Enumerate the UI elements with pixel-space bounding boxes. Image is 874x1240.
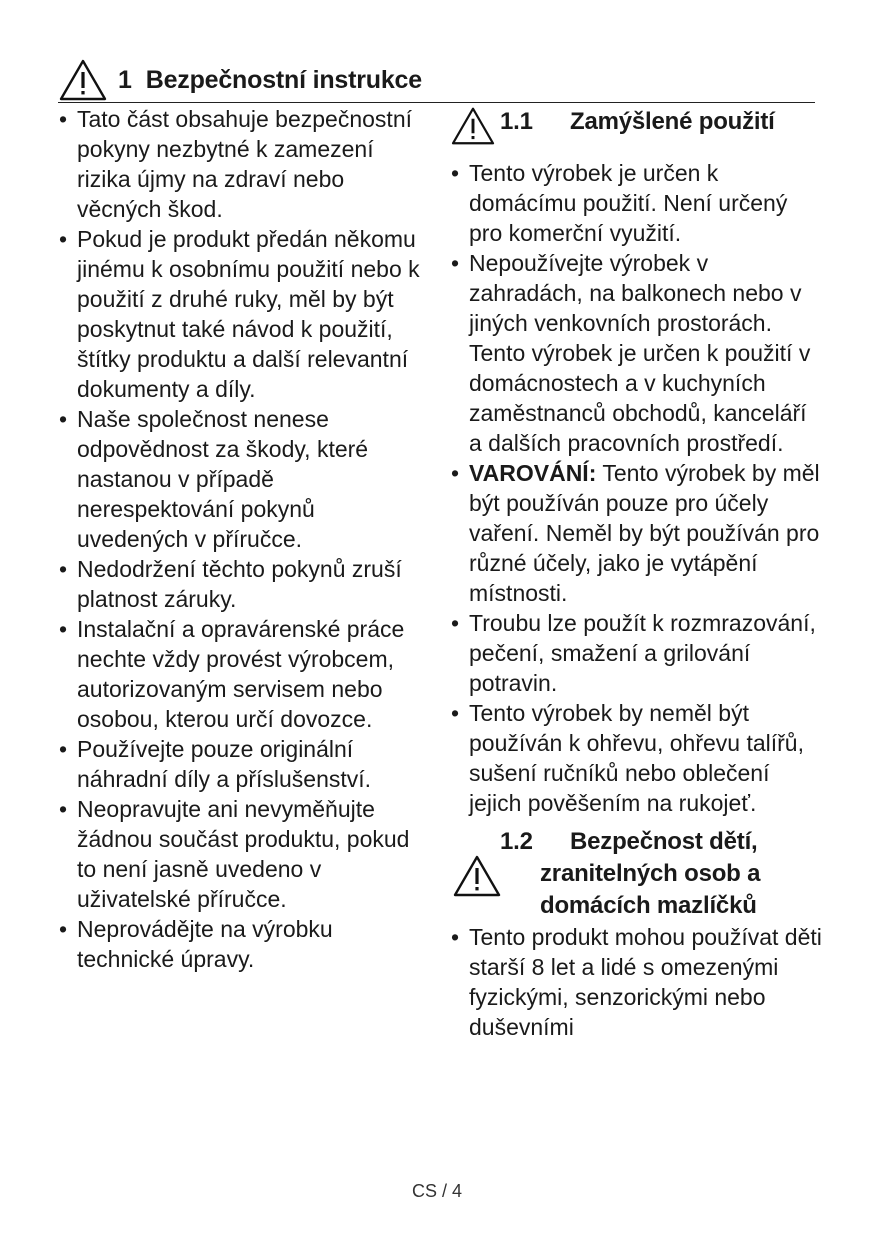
list-item: • Nedodržení těchto pokynů zruší platnost záruky. — [58, 554, 428, 614]
list-item — [450, 248, 824, 458]
list-item: • Tato část obsahuje bezpečnostní pokyny nezbytné k zamezení rizika újmy na zdraví nebo věcných škod. — [58, 104, 428, 224]
right-column — [450, 106, 824, 1042]
section-title-line2: zranitelných osob a — [540, 860, 761, 887]
intended-use-list — [450, 158, 824, 818]
list-item: • Používejte pouze originální náhradní díly a příslušenství. — [58, 734, 428, 794]
section-1-1-header — [450, 106, 824, 158]
section-number: 1.2 — [500, 828, 533, 855]
warning-triangle-icon — [58, 58, 108, 102]
left-column — [58, 104, 428, 974]
section-title — [500, 826, 824, 922]
list-item — [450, 458, 824, 608]
item-text: Tento výrobek by neměl být používán k ohřevu, ohřevu talířů, sušení ručníků nebo oblečení jejich pověšením na rukojeť. — [469, 700, 804, 816]
chapter-header — [58, 58, 422, 102]
section-number: 1.1 — [500, 108, 533, 135]
item-text: Tento výrobek je určen k domácímu použití. Není určený pro komerční využití. — [469, 160, 788, 246]
list-item — [450, 608, 824, 698]
warning-label: VAROVÁNÍ: — [469, 460, 597, 486]
chapter-title — [118, 66, 422, 95]
warning-triangle-icon — [452, 854, 502, 898]
section-title-line3: domácích mazlíčků — [540, 892, 757, 919]
chapter-number: 1 — [118, 65, 132, 94]
list-item — [450, 158, 824, 248]
header-rule — [58, 102, 815, 103]
child-safety-list — [450, 922, 824, 1042]
list-item — [450, 698, 824, 818]
section-title-text: Zamýšlené použití — [570, 108, 775, 135]
item-text: Nepoužívejte výrobek v zahradách, na balkonech nebo v jiných venkovních prostorách. Tento výrobek je určen k použití v domácnostech a v kuchyních zaměstnanců obchodů, kanceláří a dalších pracovních prostředí. — [469, 250, 811, 456]
list-item: • Naše společnost nenese odpovědnost za škody, které nastanou v případě nerespektování pokynů uvedených v příručce. — [58, 404, 428, 554]
list-item: • Pokud je produkt předán někomu jinému k osobnímu použití nebo k použití z druhé ruky, měl by být poskytnut také návod k použití, štítky produktu a další relevantní dokumenty a díly. — [58, 224, 428, 404]
list-item: • Neprovádějte na výrobku technické úpravy. — [58, 914, 428, 974]
section-title-line1: Bezpečnost dětí, — [570, 828, 758, 855]
page-number: CS / 4 — [411, 1181, 463, 1201]
section-1-2-header — [450, 826, 824, 922]
chapter-title-text: Bezpečnostní instrukce — [145, 65, 422, 94]
list-item: • Neopravujte ani nevyměňujte žádnou součást produktu, pokud to není jasně uvedeno v uživatelské příručce. — [58, 794, 428, 914]
item-text: Troubu lze použít k rozmrazování, pečení, smažení a grilování potravin. — [469, 610, 816, 696]
safety-list — [58, 104, 428, 974]
warning-triangle-icon — [450, 106, 496, 146]
item-text: Tento výrobek by měl být používán pouze pro účely vaření. Neměl by být používán pro různé účely, jako je vytápění místnosti. — [469, 460, 820, 606]
list-item: • Tento produkt mohou používat děti starší 8 let a lidé s omezenými fyzickými, senzorickými nebo duševními — [450, 922, 824, 1042]
section-title — [500, 106, 775, 138]
list-item: • Instalační a opravárenské práce nechte vždy provést výrobcem, autorizovaným servisem nebo osobou, kterou určí dovozce. — [58, 614, 428, 734]
